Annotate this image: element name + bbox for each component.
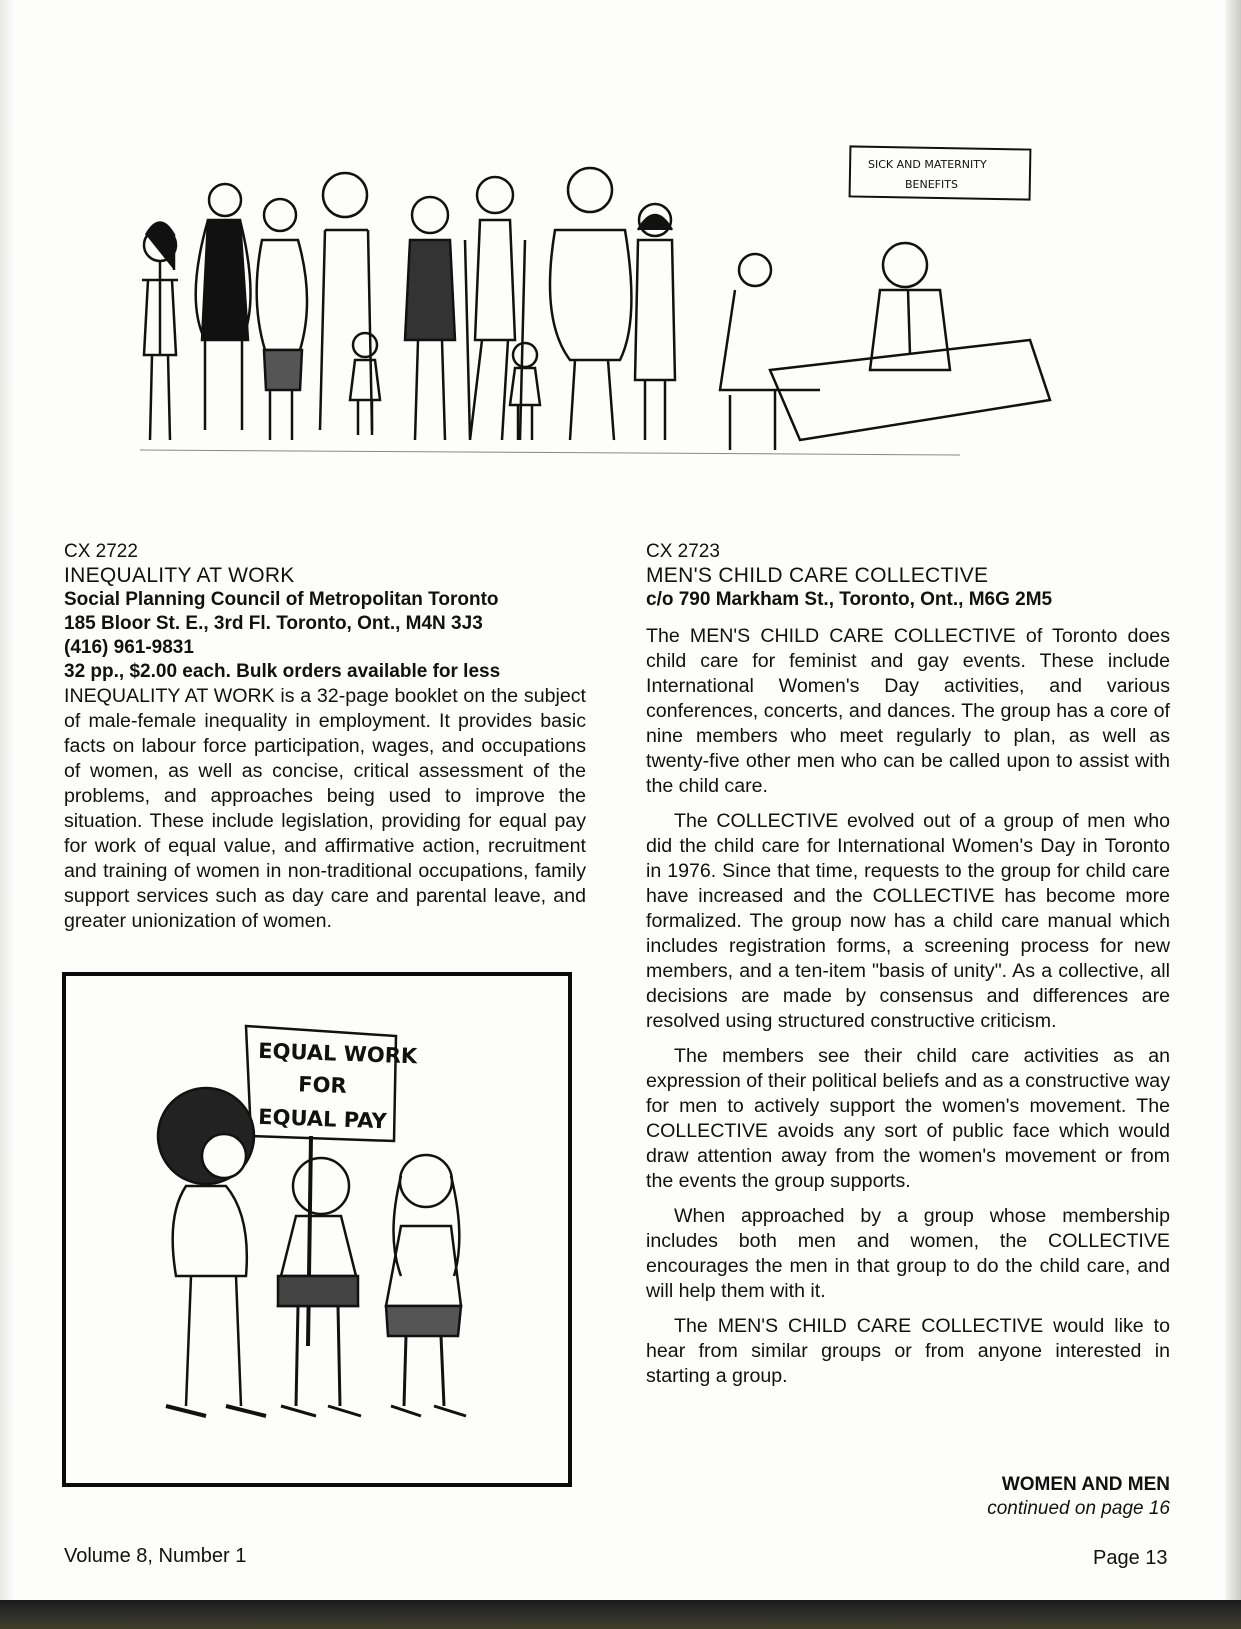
right-article-paragraph-4: When approached by a group whose membership includes both men and women, the COLLECTIVE encourages the men in that group to do the child care, and will help them with it. — [646, 1205, 1170, 1302]
girl-figure-1 — [158, 1088, 266, 1416]
woman-figure-8 — [635, 204, 675, 440]
right-article-paragraph-1: The MEN'S CHILD CARE COLLECTIVE of Toronto does child care for feminist and gay events. These include International Women's Day activities, and various conferences, concerts, and dances. The group has a core of nine members who meet regularly to plan, as well as twenty-five other men who can be called upon to assist with the child care. — [646, 625, 1170, 797]
girl-figure-2 — [278, 1158, 361, 1416]
left-article-address: 185 Bloor St. E., 3rd Fl. Toronto, Ont., M4N 3J3 — [64, 613, 483, 634]
page-edge-shadow-left — [0, 0, 14, 1629]
child-figure-1 — [350, 333, 380, 435]
continuation-note: continued on page 16 — [987, 1498, 1170, 1519]
left-article-organization: Social Planning Council of Metropolitan Toronto — [64, 589, 499, 610]
child-figure-2 — [510, 343, 540, 440]
woman-figure-7-starred — [550, 168, 631, 440]
right-article-address: c/o 790 Markham St., Toronto, Ont., M6G 2M5 — [646, 589, 1053, 610]
left-article-pricing: 32 pp., $2.00 each. Bulk orders available for less — [64, 661, 501, 682]
woman-figure-2-pregnant — [196, 184, 251, 430]
woman-figure-3 — [257, 199, 307, 440]
right-article-paragraph-3: The members see their child care activities as an expression of their political beliefs and as a constructive way for men to actively support the women's movement. The COLLECTIVE avoids any sort of public face which would draw attention away from the women's movement or from the events the group supports. — [646, 1045, 1170, 1192]
benefits-sign-line-1: SICK AND MATERNITY — [868, 158, 987, 171]
woman-figure-4 — [320, 173, 372, 430]
right-article-paragraph-2: The COLLECTIVE evolved out of a group of men who did the child care for International Women's Day in Toronto in 1976. Since that time, requests to the group for child care have increased and the COLLECTIVE has become more formalized. The group now has a child care manual which includes registration forms, a screening process for new members, and a ten-item "basis of unity". As a collective, all decisions are made by consensus and differences are resolved using structured constructive criticism. — [646, 810, 1170, 1032]
right-article-paragraph-5: The MEN'S CHILD CARE COLLECTIVE would like to hear from similar groups or from anyone interested in starting a group. — [646, 1315, 1170, 1387]
sign-line-2: FOR — [297, 1072, 348, 1098]
page-edge-shadow-right — [1225, 0, 1241, 1629]
left-article-title: INEQUALITY AT WORK — [64, 564, 295, 587]
woman-figure-1 — [142, 223, 178, 441]
left-article-phone: (416) 961-9831 — [64, 637, 194, 658]
right-article-title: MEN'S CHILD CARE COLLECTIVE — [646, 564, 989, 587]
woman-figure-5 — [405, 197, 455, 440]
benefits-sign-line-2: BENEFITS — [905, 178, 958, 191]
sign-line-1: EQUAL WORK — [257, 1038, 418, 1069]
footer-volume: Volume 8, Number 1 — [64, 1545, 247, 1567]
continuation-title: WOMEN AND MEN — [1001, 1474, 1170, 1495]
bottom-page-edge — [0, 1600, 1241, 1629]
sign-line-3: EQUAL PAY — [257, 1104, 388, 1134]
girl-figure-3 — [386, 1155, 466, 1416]
right-article-code: CX 2723 — [646, 541, 720, 562]
right-article — [646, 540, 1170, 1389]
woman-figure-9-seated — [720, 254, 820, 450]
benefits-sign — [850, 146, 1031, 199]
left-article-body: INEQUALITY AT WORK is a 32-page booklet on the subject of male-female inequality in employment. It provides basic facts on labour force participation, wages, and occupations of women, as well as concise, critical assessment of the problems, and approaches being used to improve the situation. These include legislation, providing for equal pay for work of equal value, and affirmative action, recruitment and training of women in non-traditional occupations, family support services such as day care and parental leave, and greater unionization of women. — [64, 685, 586, 932]
equal-pay-cartoon — [66, 976, 568, 1483]
footer-page-number: Page 13 — [1093, 1547, 1168, 1569]
benefits-line-illustration — [130, 140, 1070, 490]
woman-figure-6-crutches — [465, 177, 525, 440]
equal-pay-cartoon-frame — [62, 972, 572, 1487]
left-article-code: CX 2722 — [64, 541, 138, 562]
left-article — [64, 540, 586, 934]
